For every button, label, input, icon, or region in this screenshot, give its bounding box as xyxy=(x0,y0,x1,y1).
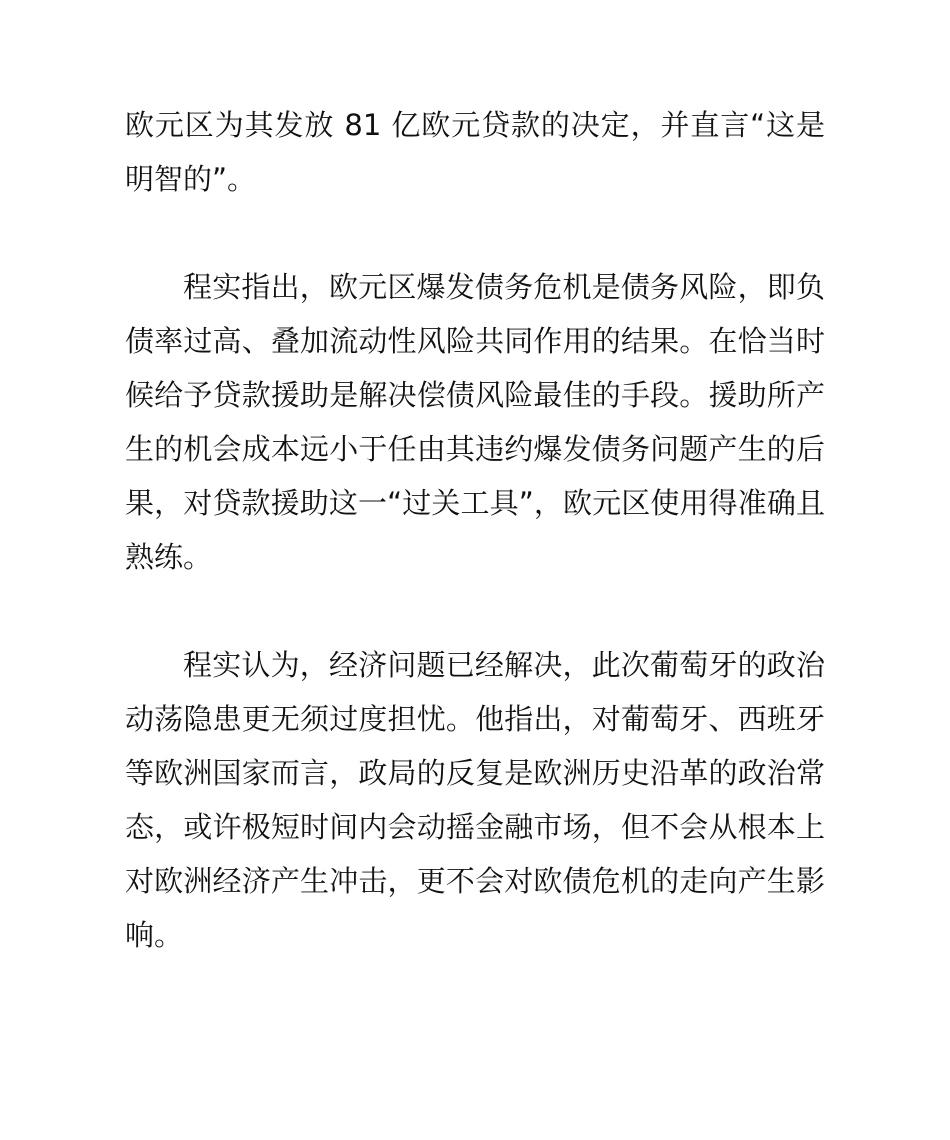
paragraph-1: 欧元区为其发放 81 亿欧元贷款的决定，并直言“这是明智的”。 xyxy=(125,108,825,196)
document-body xyxy=(125,98,825,1016)
paragraph-3: 程实认为，经济问题已经解决，此次葡萄牙的政治动荡隐患更无须过度担忧。他指出，对葡萄牙、西班牙等欧洲国家而言，政局的反复是欧洲历史沿革的政治常态，或许极短时间内会动摇金融市场，但不会从根本上对欧洲经济产生冲击，更不会对欧债危机的走向产生影响。 xyxy=(125,648,825,952)
paragraph-2: 程实指出，欧元区爆发债务危机是债务风险，即负债率过高、叠加流动性风险共同作用的结果。在恰当时候给予贷款援助是解决偿债风险最佳的手段。援助所产生的机会成本远小于任由其违约爆发债务问题产生的后果，对贷款援助这一“过关工具”，欧元区使用得准确且熟练。 xyxy=(125,270,825,574)
